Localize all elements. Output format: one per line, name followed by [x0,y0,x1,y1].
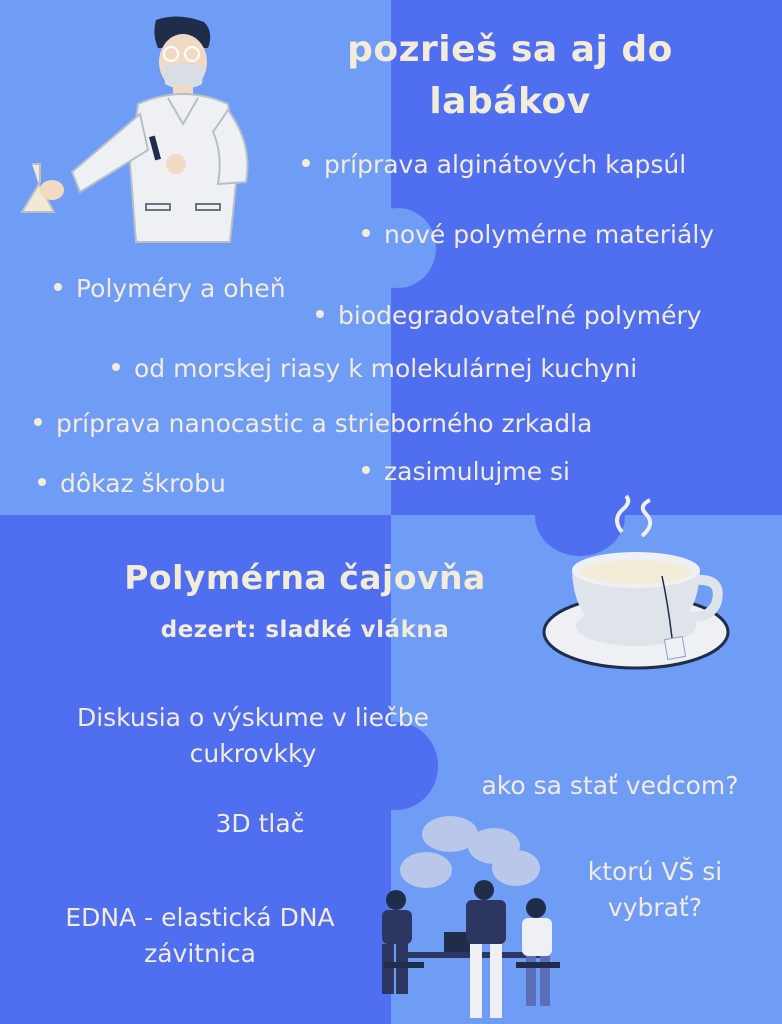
bullet-icon [362,229,370,237]
bullet-icon [34,418,42,426]
bullet-icon [316,310,324,318]
topic-3d-print: 3D tlač [215,809,305,838]
lab-title-line2: labákov [429,81,591,122]
lab-item: biodegradovateľné polyméry [316,299,702,333]
bullet-icon [54,283,62,291]
topic-diabetes: Diskusia o výskume v liečbe cukrovkky [76,703,430,768]
lab-title [300,24,720,128]
topic-edna: EDNA - elastická DNA závitnica [65,903,335,968]
lab-item: nové polymérne materiály [362,218,714,252]
bullet-icon [112,363,120,371]
topic-choose-university: ktorú VŠ si vybrať? [587,857,723,922]
bullet-icon [38,478,46,486]
tea-cup-illustration [538,488,738,678]
tea-title: Polymérna čajovňa [124,558,486,597]
topic-become-scientist: ako sa stať vedcom? [481,771,739,800]
lab-title-line1: pozrieš sa aj do [347,29,673,70]
lab-item: príprava nanocastic a strieborného zrkadla [34,407,592,441]
bullet-icon [302,159,310,167]
scientist-illustration [18,14,268,244]
discussion-people-illustration [366,812,566,1022]
tea-subtitle: dezert: sladké vlákna [160,617,450,643]
lab-item: zasimulujme si [362,455,570,489]
lab-item: príprava alginátových kapsúl [302,148,686,182]
lab-item: od morskej riasy k molekulárnej kuchyni [112,352,637,386]
lab-item: Polyméry a oheň [54,272,286,306]
lab-item: dôkaz škrobu [38,467,226,501]
bullet-icon [362,466,370,474]
